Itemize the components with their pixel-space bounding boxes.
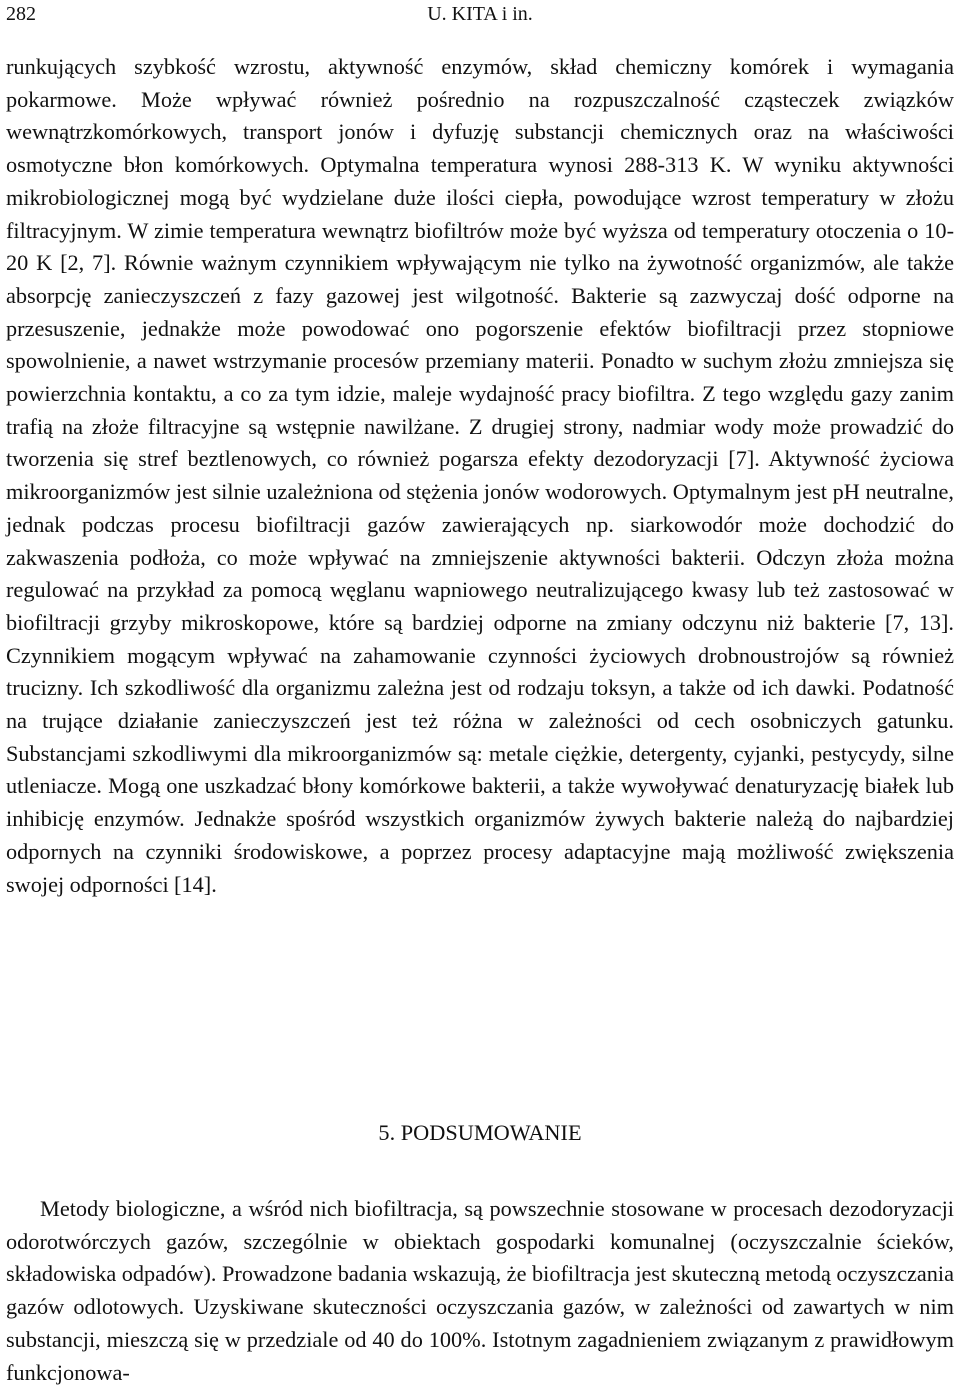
body-paragraph-continued: runkujących szybkość wzrostu, aktywność enzymów, skład chemiczny komórek i wymagania pokarmowe. Może wpływać również pośrednio na rozpuszczalność cząsteczek związków wewnątrzkomórkowych, transport jonów i dyfuzję substancji chemicznych oraz na właściwości osmotyczne błon komórkowych. Optymalna temperatura wynosi 288-313 K. W wyniku aktywności mikrobiologicznej mogą być wydzielane duże ilości ciepła, powodujące wzrost temperatury w złożu filtracyjnym. W zimie temperatura wewnątrz biofiltrów może być wyższa od temperatury otoczenia o 10-20 K [2, 7]. Równie ważnym czynnikiem wpływającym nie tylko na żywotność organizmów, ale także absorpcję zanieczyszczeń z fazy gazowej jest wilgotność. Bakterie są zazwyczaj dość odporne na przesuszenie, jednakże może powodować ono pogorszenie efektów biofiltracji przez stopniowe spowolnienie, a nawet wstrzymanie procesów przemiany materii. Ponadto w suchym złożu zmniejsza się powierzchnia kontaktu, a co za tym idzie, maleje wydajność pracy biofiltra. Z tego względu gazy zanim trafią na złoże filtracyjne są wstępnie nawilżane. Z drugiej strony, nadmiar wody może prowadzić do tworzenia się stref beztlenowych, co również pogarsza efekty dezodoryzacji [7]. Aktywność życiowa mikroorganizmów jest silnie uzależniona od stężenia jonów wodorowych. Optymalnym jest pH neutralne, jednak podczas procesu biofiltracji gazów zawierających np. siarkowodór może dochodzić do zakwaszenia podłoża, co może wpływać na zmniejszenie aktywności bakterii. Odczyn złoża można regulować na przykład za pomocą węglanu wapniowego neutralizującego kwasy lub też zastosować w biofiltracji grzyby mikroskopowe, które są bardziej odporne na zmiany odczynu niż bakterie [7, 13]. Czynnikiem mogącym wpływać na zahamowanie czynności życiowych drobnoustrojów są również trucizny. Ich szkodliwość dla organizmu zależna jest od rodzaju toksyn, a także od ich dawki. Podatność na trujące działanie zanieczyszczeń jest też różna w zależności od cech osobniczych gatunku. Substancjami szkodliwymi dla mikroorganizmów są: metale ciężkie, detergenty, cyjanki, pestycydy, silne utleniacze. Mogą one uszkadzać błony komórkowe bakterii, a także wywoływać denaturyzację białek lub inhibicję enzymów. Jednakże spośród wszystkich organizmów żywych bakterie należą do najbardziej odpornych na czynniki środowiskowe, a poprzez procesy adaptacyjne mają możliwość zwiększenia swojej odporności [14]. (6, 54, 954, 897)
page-header (6, 2, 954, 26)
running-head: U. KITA i in. (427, 3, 533, 25)
summary-paragraph: Metody biologiczne, a wśród nich biofiltracja, są powszechnie stosowane w procesach dezodoryzacji odorotwórczych gazów, szczególnie w obiektach gospodarki komunalnej (oczyszczalnie ścieków, składowiska odpadów). Prowadzone badania wskazują, że biofiltracja jest skuteczną metodą oczyszczania gazów odlotowych. Uzyskiwane skuteczności oczyszczania gazów, w zależności od zawartych w nim substancji, mieszczą się w przedziale od 40 do 100%. Istotnym zagadnieniem związanym z prawidłowym funkcjonowa- (6, 1196, 954, 1385)
section-heading: 5. PODSUMOWANIE (378, 1120, 582, 1145)
page-number: 282 (6, 3, 36, 25)
